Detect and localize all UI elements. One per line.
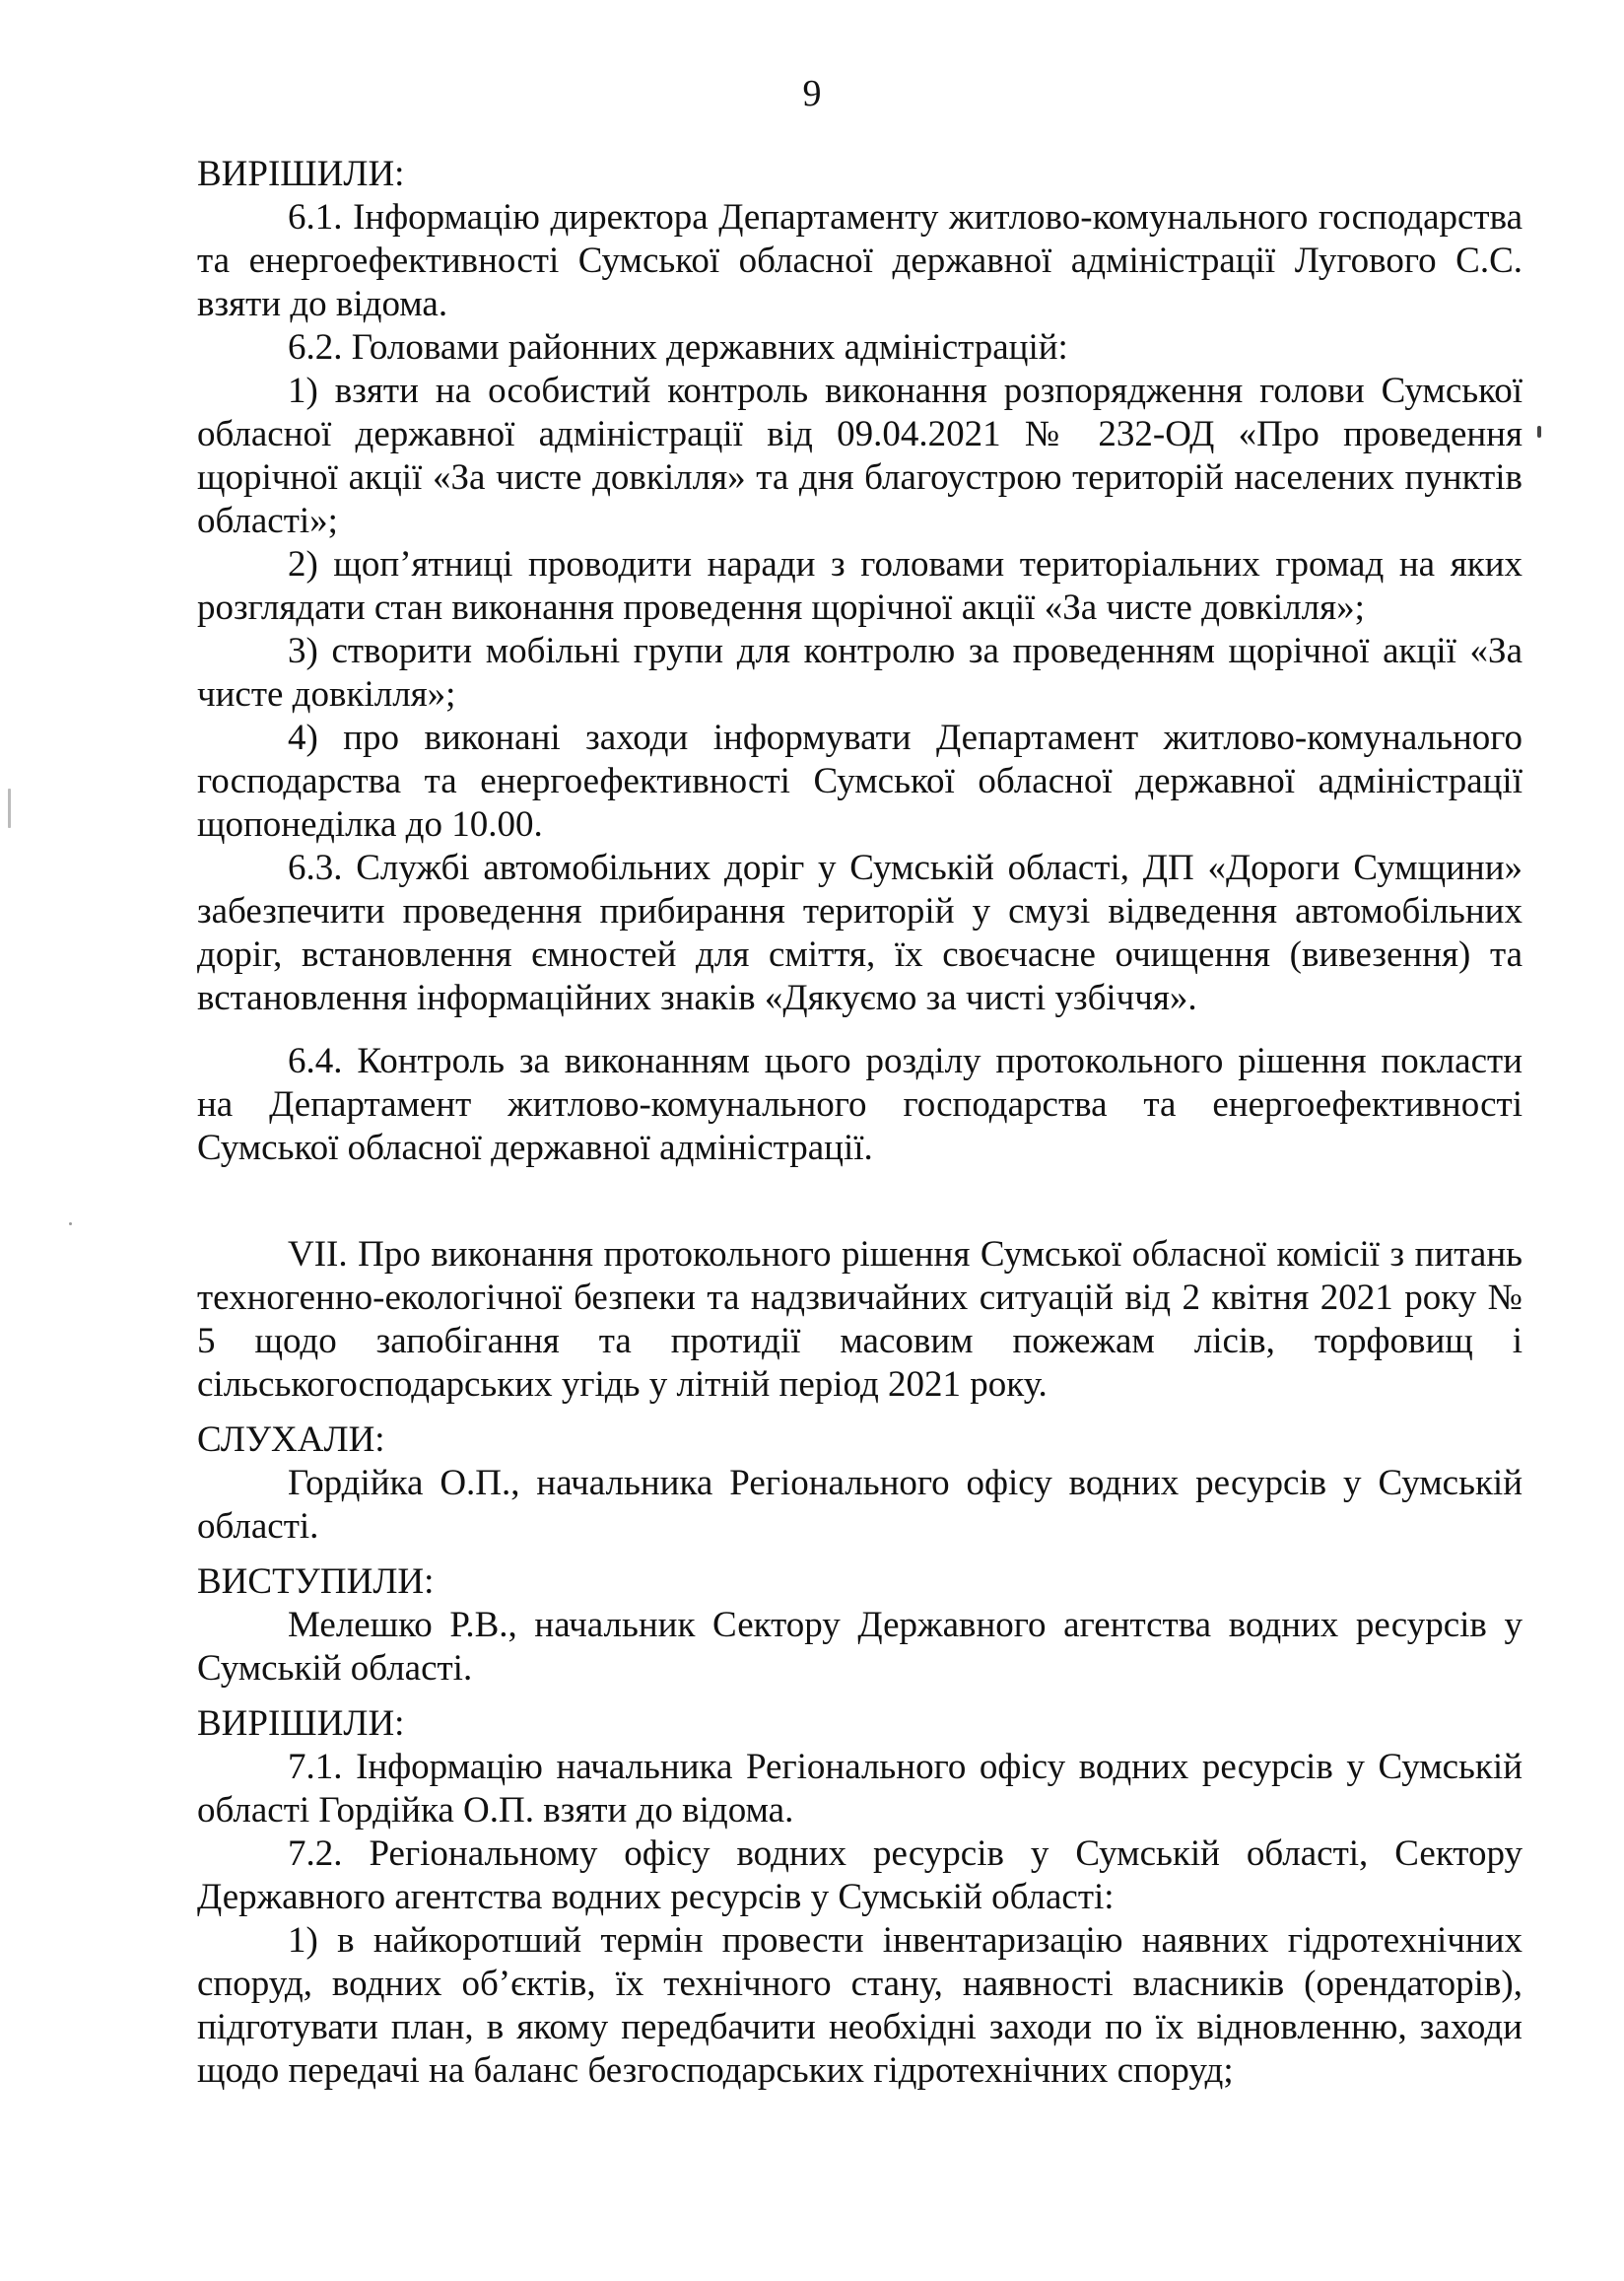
paragraph-6-2-item-3: 3) створити мобільні групи для контролю за проведенням щорічної акції «За чисте довкілля»;	[197, 631, 1522, 715]
document-body	[197, 153, 1522, 2093]
paragraph-7-1: 7.1. Інформацію начальника Регіонального офісу водних ресурсів у Сумській області Гордійка О.П. взяти до відома.	[197, 1747, 1522, 1831]
page-number: 9	[802, 73, 822, 114]
section-label-spoke: ВИСТУПИЛИ:	[197, 1561, 435, 1602]
paragraph-6-2-item-1: 1) взяти на особистий контроль виконання розпорядження голови Сумської обласної державної адміністрації від 09.04.2021 № 232-ОД «Про проведення щорічної акції «За чисте довкілля» та дня благоустрою територій населених пунктів області»;	[197, 371, 1522, 541]
paragraph-6-2-item-4: 4) про виконані заходи інформувати Департамент житлово-комунального господарства та енергоефективності Сумської обласної державної адміністрації щопонеділка до 10.00.	[197, 718, 1522, 845]
scan-speck	[69, 1222, 72, 1225]
paragraph-7-2-item-1: 1) в найкоротший термін провести інвентаризацію наявних гідротехнічних споруд, водних об’єктів, їх технічного стану, наявності власників (орендаторів), підготувати план, в якому передбачити необхідні заходи по їх відновленню, заходи щодо передачі на баланс безгосподарських гідротехнічних споруд;	[197, 1920, 1522, 2091]
paragraph-6-1: 6.1. Інформацію директора Департаменту житлово-комунального господарства та енергоефективності Сумської обласної державної адміністрації Лугового С.С. взяти до відома.	[197, 197, 1522, 324]
paragraph-6-4: 6.4. Контроль за виконанням цього розділу протокольного рішення покласти на Департамент житлово-комунального господарства та енергоефективності Сумської обласної державної адміністрації.	[197, 1041, 1522, 1168]
paragraph-spoke: Мелешко Р.В., начальник Сектору Державного агентства водних ресурсів у Сумській області.	[197, 1605, 1522, 1689]
section-vii-heading: VII. Про виконання протокольного рішення Сумської обласної комісії з питань техногенно-екологічної безпеки та надзвичайних ситуацій від 2 квітня 2021 року № 5 щодо запобігання та протидії масовим пожежам лісів, торфовищ і сільськогосподарських угідь у літній період 2021 року.	[197, 1234, 1522, 1405]
paragraph-7-2: 7.2. Регіональному офісу водних ресурсів у Сумській області, Сектору Державного агентства водних ресурсів у Сумській області:	[197, 1833, 1522, 1917]
paragraph-6-3: 6.3. Службі автомобільних доріг у Сумській області, ДП «Дороги Сумщини» забезпечити проведення прибирання територій у смузі відведення автомобільних доріг, встановлення ємностей для сміття, їх своєчасне очищення (вивезення) та встановлення інформаційних знаків «Дякуємо за чисті узбіччя».	[197, 848, 1522, 1018]
section-label-decided-2: ВИРІШИЛИ:	[197, 1703, 405, 1744]
paragraph-6-2-item-2: 2) щоп’ятниці проводити наради з головами територіальних громад на яких розглядати стан виконання проведення щорічної акції «За чисте довкілля»;	[197, 544, 1522, 628]
section-label-decided: ВИРІШИЛИ:	[197, 154, 405, 194]
scan-speck	[8, 789, 11, 828]
section-label-heard: СЛУХАЛИ:	[197, 1419, 385, 1460]
scan-speck	[1537, 426, 1541, 438]
paragraph-6-2: 6.2. Головами районних державних адміністрацій:	[288, 327, 1068, 368]
paragraph-heard: Гордійка О.П., начальника Регіонального офісу водних ресурсів у Сумській області.	[197, 1463, 1522, 1547]
